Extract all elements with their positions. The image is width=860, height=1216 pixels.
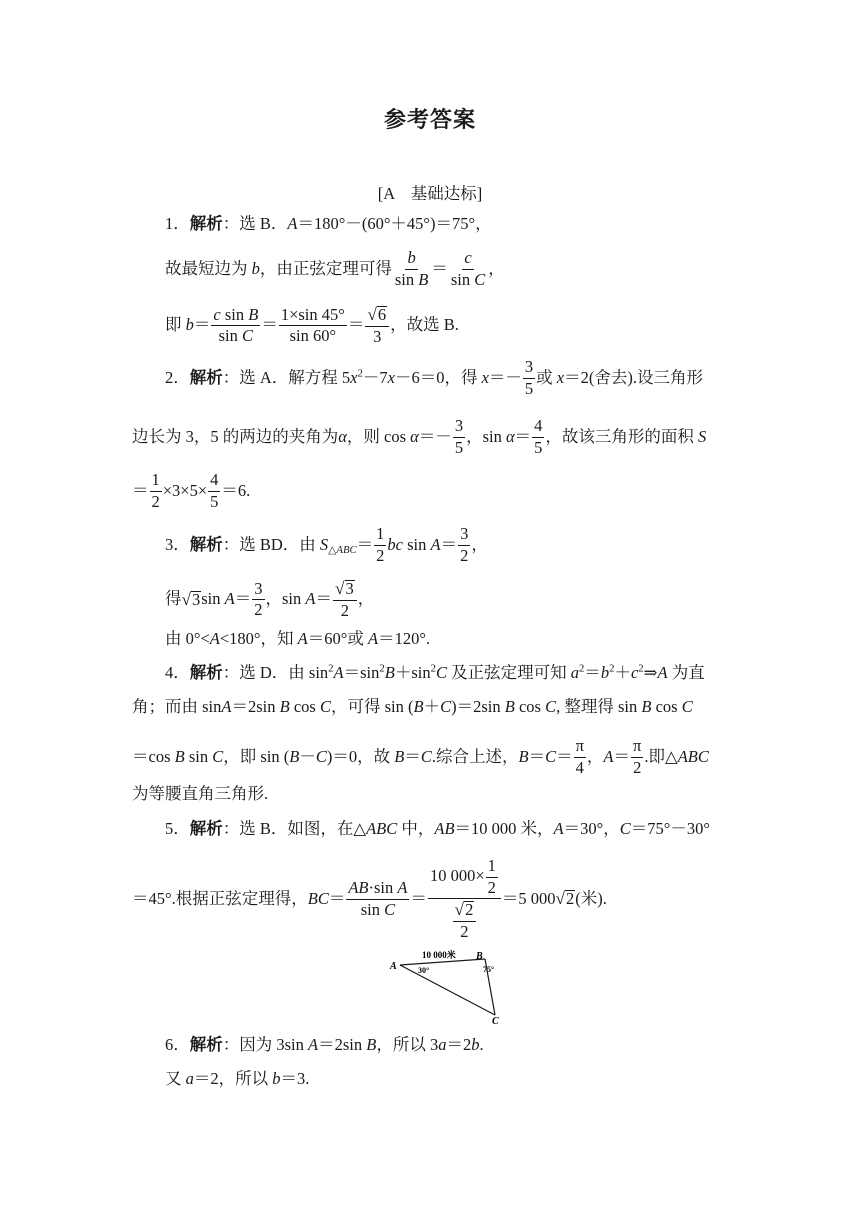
- q5-jiexi: 解析: [189, 819, 223, 838]
- fraction: $\frac{b}{\text{sin B}}$: [394, 248, 429, 289]
- q4-number: 4．: [165, 663, 190, 682]
- q1-jiexi: 解析: [189, 214, 223, 233]
- q4-line-1: 4． 解析 ：选 D．由 $\sin^2A=\sin^2B+\sin^2C$ 及正弦定理可知 $a^2=b^2+c^2\Rightarrow A$ 为直: [165, 662, 705, 682]
- fraction: $\frac{3}{5}$: [454, 416, 464, 457]
- fraction: √ 3 2: [333, 580, 357, 619]
- q1-line-3: 即 b＝ $\frac{\text{c sin B}}{\text{sin C}}$ ＝ $\frac{1\times\sin 45^\circ}{\sin 60^\circ}$ ＝ √ 6 3 ，故选 B.: [165, 304, 459, 346]
- q1-text-1: ：选 B．A＝180°－(60°＋45°)＝75°，: [222, 214, 492, 233]
- fraction: $\frac{1\times\sin 45^\circ}{\sin 60^\circ}$: [280, 304, 345, 345]
- q4-line-3: ＝cos B sin C，即 sin (B－C)＝0，故 B＝C.综合上述，B＝C＝ $\frac{\pi}{4}$ ，A＝ $\frac{\pi}{2}$ .即△ABC: [132, 736, 709, 777]
- q3-jiexi: 解析: [189, 534, 223, 554]
- q3-number: 3．: [165, 534, 190, 554]
- fraction: $\frac{4}{5}$: [210, 470, 219, 511]
- q1-line-2: 故最短边为 b，由正弦定理可得 $\frac{b}{\text{sin B}}$ ＝ $\frac{c}{\text{sin C}}$ ，: [165, 248, 505, 289]
- fraction: $\frac{\text{AB·sin A}}{\text{sin C}}$: [348, 878, 408, 919]
- q2-number: 2．: [165, 367, 190, 387]
- q6-number: 6．: [165, 1035, 190, 1054]
- fraction: $\frac{\text{c sin B}}{\text{sin C}}$: [213, 304, 259, 345]
- diagram-vertex-c: C: [492, 1016, 499, 1025]
- q5-line-1: 5． 解析 ：选 B．如图，在△ABC 中，AB＝10 000 米，A＝30°，C＝75°－30°: [165, 819, 710, 838]
- fraction: $\frac{3}{5}$: [524, 357, 534, 398]
- q4-line-2: 角；而由 sinA＝2sin B cos C，可得 sin (B＋C)＝2sin B cos C, 整理得 sin B cos C: [132, 697, 693, 716]
- q3-line-3: 由 0°<A<180°，知 A＝60°或 A＝120°.: [165, 629, 431, 648]
- diagram-angle-a: 30°: [418, 966, 430, 975]
- q4-line-4: 为等腰直角三角形.: [132, 784, 269, 803]
- diagram-vertex-b: B: [476, 951, 483, 962]
- q1-line-1: [165, 216, 492, 233]
- q2-jiexi: 解析: [189, 367, 223, 387]
- page-title: 参考答案: [383, 107, 476, 132]
- q6-line-2: 又 a＝2，所以 b＝3.: [165, 1069, 310, 1088]
- q5-line-2: ＝45°.根据正弦定理得，BC＝ $\frac{\text{AB·sin A}}{\text{sin C}}$ ＝ 10 000× $\frac{1}{2}$ √ 2 2 ＝5 000 √ 2 (米).: [132, 856, 607, 941]
- triangle-diagram: [388, 943, 508, 1025]
- q2-line-1: 2． 解析 ：选 A．解方程 $5x^2-7x-6=0$，得 x＝－ $\frac{3}{5}$ 或 x＝2(舍去).设三角形: [165, 357, 703, 398]
- q3-line-1: 3． 解析 ：选 BD．由 $S_{\triangle ABC}=$ $\frac{1}{2}$ bc sin A＝ $\frac{3}{2}$ ，: [165, 524, 488, 565]
- fraction: $\frac{c}{\text{sin C}}$: [450, 248, 486, 289]
- q2-line-3: ＝ $\frac{1}{2}$ ×3×5× $\frac{4}{5}$ ＝6.: [132, 470, 251, 511]
- fraction: $\frac{1}{2}$: [151, 470, 160, 511]
- fraction: $\frac{\pi}{4}$: [575, 736, 584, 777]
- q1-text-3: 即 b＝: [165, 315, 211, 335]
- section-heading: [A 基础达标]: [377, 184, 483, 203]
- q1-number: 1．: [165, 214, 190, 233]
- fraction: √ 6 3: [365, 306, 389, 345]
- q5-number: 5．: [165, 819, 190, 838]
- diagram-angle-b: 75°: [483, 965, 495, 974]
- q2-line-2: 边长为 3，5 的两边的夹角为α，则 cos α＝－ $\frac{3}{5}$ ，sin α＝ $\frac{4}{5}$ ，故该三角形的面积 S: [132, 416, 707, 457]
- fraction: $\frac{\pi}{2}$: [633, 736, 642, 777]
- fraction: $\frac{4}{5}$: [534, 416, 543, 457]
- q1-text-2: 故最短边为 b，由正弦定理可得: [165, 258, 392, 278]
- fraction: 10 000× $\frac{1}{2}$ √ 2 2: [428, 858, 501, 940]
- diagram-vertex-a: A: [390, 961, 397, 972]
- q4-jiexi: 解析: [189, 663, 223, 682]
- diagram-length-label: 10 000米: [422, 950, 456, 960]
- fraction: $\frac{1}{2}$: [376, 524, 385, 565]
- fraction: $\frac{3}{2}$: [254, 578, 263, 619]
- q6-line-1: 6． 解析 ：因为 3sin A＝2sin B，所以 3a＝2b.: [165, 1035, 484, 1054]
- q3-line-2: 得 √ 3 sin A＝ $\frac{3}{2}$ ，sin A＝ √ 3 2 ，: [165, 578, 375, 620]
- q6-jiexi: 解析: [189, 1035, 223, 1054]
- fraction: $\frac{3}{2}$: [460, 524, 469, 565]
